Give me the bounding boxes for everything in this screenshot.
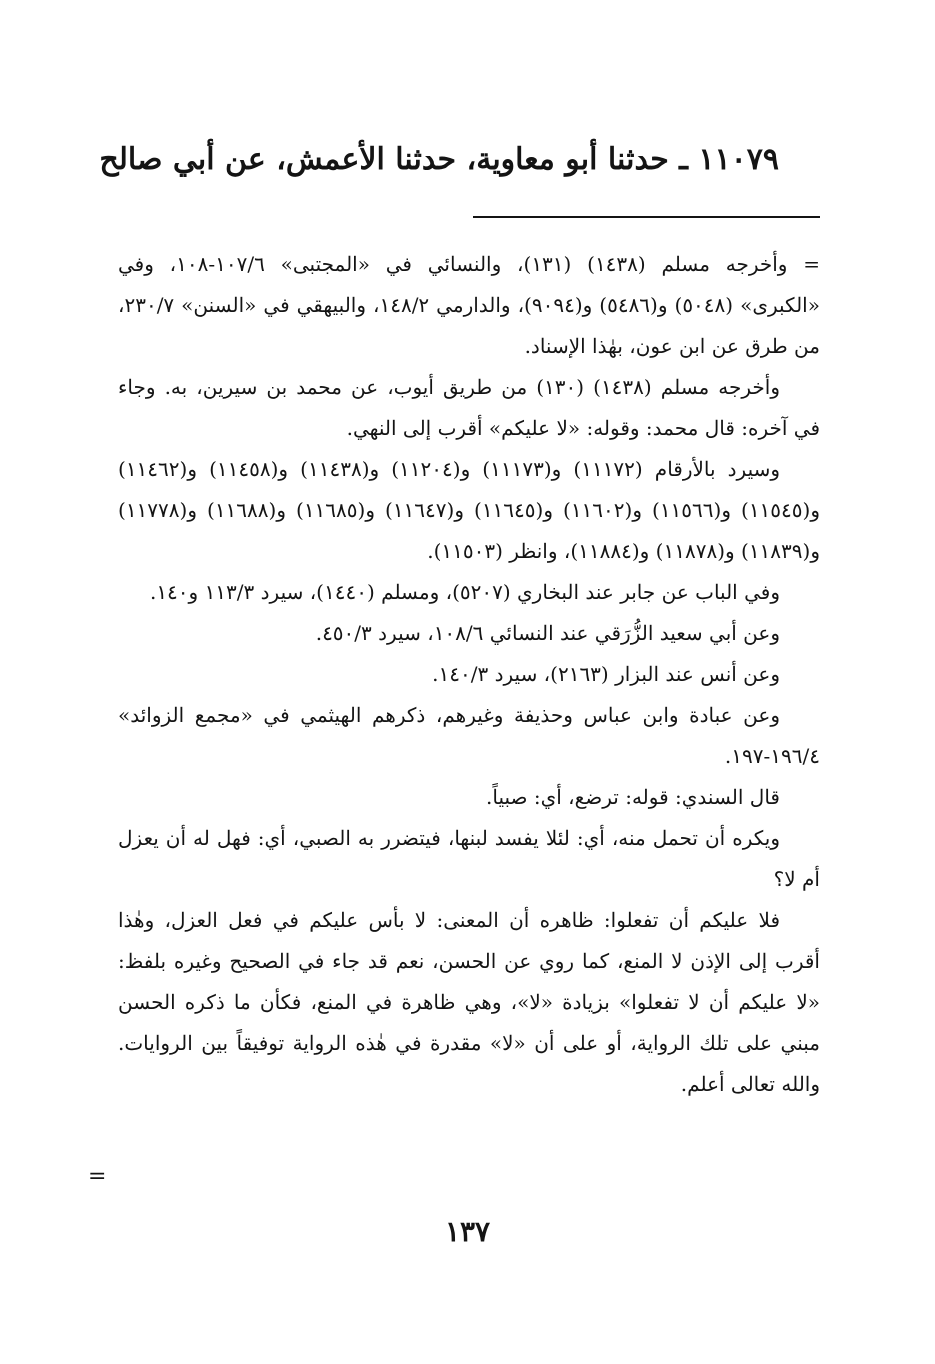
- footnotes-block: [118, 244, 820, 1105]
- footnote-paragraph: وعن أبي سعيد الزُّرَقي عند النسائي ١٠٨/٦، سيرد ٤٥٠/٣.: [315, 621, 780, 645]
- footnote-paragraph: فلا عليكم أن تفعلوا: ظاهره أن المعنى: لا بأس عليكم في فعل العزل، وهٰذا أقرب إلى الإذن لا المنع، كما روي عن الحسن، نعم قد جاء في الصحيح وغيره بلفظ: «لا عليكم أن لا تفعلوا» بزيادة «لا»، وهي ظاهرة في المنع، فكأن ما ذكره الحسن مبني على تلك الرواية، أو على أن «لا» مقدرة في هٰذه الرواية توفيقاً بين الروايات. والله تعالى أعلم.: [118, 908, 820, 1096]
- page-number: ١٣٧: [444, 1215, 491, 1248]
- footnote-paragraph: وأخرجه مسلم (١٤٣٨) (١٣٠) من طريق أيوب، عن محمد بن سيرين، به. وجاء في آخره: قال محمد: وقوله: «لا عليكم» أقرب إلى النهي.: [118, 375, 820, 440]
- footnote-paragraph: وعن أنس عند البزار (٢١٦٣)، سيرد ١٤٠/٣.: [432, 662, 780, 686]
- footnote-paragraph: وفي الباب عن جابر عند البخاري (٥٢٠٧)، ومسلم (١٤٤٠)، سيرد ١١٣/٣ و١٤٠.: [149, 580, 780, 604]
- hadith-heading: ١١٠٧٩ ـ حدثنا أبو معاوية، حدثنا الأعمش، عن أبي صالح: [99, 142, 779, 177]
- footnote-paragraph: قال السندي: قوله: ترضع، أي: صبياً.: [486, 785, 780, 809]
- footnote-paragraph: وسيرد بالأرقام (١١١٧٢) و(١١١٧٣) و(١١٢٠٤) و(١١٤٣٨) و(١١٤٥٨) و(١١٤٦٢) و(١١٥٤٥) و(١١٥٦٦) و(١١٦٠٢) و(١١٦٤٥) و(١١٦٤٧) و(١١٦٨٥) و(١١٦٨٨) و(١١٧٧٨) و(١١٨٣٩) و(١١٨٧٨) و(١١٨٨٤)، وانظر (١١٥٠٣).: [118, 457, 820, 563]
- footnote-paragraph: ويكره أن تحمل منه، أي: لئلا يفسد لبنها، فيتضرر به الصبي، أي: فهل له أن يعزل أم لا؟: [118, 826, 820, 891]
- footnote-paragraph: = وأخرجه مسلم (١٤٣٨) (١٣١)، والنسائي في «المجتبى» ١٠٧/٦-١٠٨، وفي «الكبرى» (٥٠٤٨) و(٥٤٨٦) و(٩٠٩٤)، والدارمي ١٤٨/٢، والبيهقي في «السنن» ٢٣٠/٧، من طرق عن ابن عون، بهٰذا الإسناد.: [118, 252, 820, 358]
- continuation-mark: =: [88, 1164, 107, 1189]
- footnote-separator: [473, 216, 820, 218]
- footnote-paragraph: وعن عبادة وابن عباس وحذيفة وغيرهم، ذكرهم الهيثمي في «مجمع الزوائد» ١٩٦/٤-١٩٧.: [118, 703, 820, 768]
